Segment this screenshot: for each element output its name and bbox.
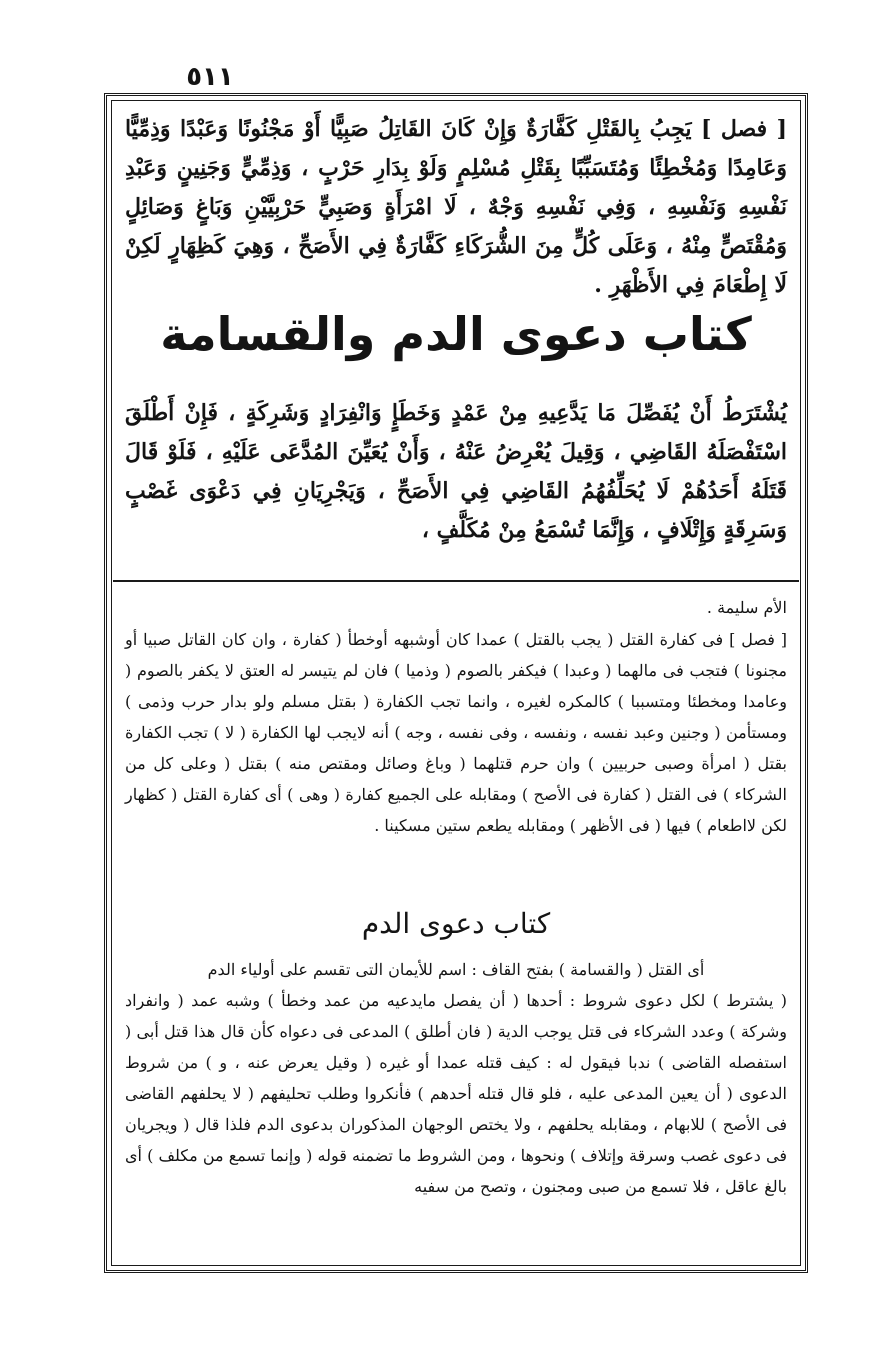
sharh-kitab-paragraph [125,954,787,1202]
sharh-kitab-text: ( يشترط ) لكل دعوى شروط : أحدها ( أن يفصل مايدعيه من عمد وخطأ ) وشبه عمد ( وانفراد وشركة ) وعدد الشركاء فى قتل يوجب الدية ( فان أطلق ) المدعى فى دعواه كأن قال هذا قتل أبى ( استفصله القاضى ) ندبا فيقول له : كيف قتله عمدا أو غيره ( وقيل يعرض عنه ، و ) من شروط الدعوى ( أن يعين المدعى عليه ، فلو قال قتله أحدهم ) فأنكروا وطلب تحليفهم ( لا يحلفهم القاضى فى الأصح ) للابهام ، ومقابله يحلفهم ، ولا يختص الوجهان المذكوران بدعوى الدم فلذا قال ( ويجريان فى دعوى غصب وسرقة وإتلاف ) ونحوها ، ومن الشروط ما تضمنه قوله ( وإنما تسمع من مكلف ) أى بالغ عاقل ، فلا تسمع من صبى ومجنون ، وتصح من سفيه [125,991,787,1196]
sharh-qasama-line: أى القتل ( والقسامة ) بفتح القاف : اسم للأيمان التى تقسم على أولياء الدم [207,960,705,979]
matn-kitab-title: كتاب دعوى الدم والقسامة [160,307,752,361]
sharh-fasl-text: [ فصل ] فى كفارة القتل ( يجب بالقتل ) عمدا كان أوشبهه أوخطأ ( كفارة ، وان كان القاتل صبيا أو مجنونا ) فتجب فى مالهما ( وعبدا ) فيكفر بالصوم ( وذميا ) فان لم يتيسر له العتق لا يكفر بالصوم ( وعامدا ومخطئا ومتسببا ) كالمكره لغيره ، وانما تجب الكفارة ( بقتل مسلم ولو بدار حرب وذمى ) ومستأمن ( وجنين وعبد نفسه ، ونفسه ، وفى نفسه ، وجه ) أنه لايجب لها الكفارة ( لا ) تجب الكفارة بقتل ( امرأة وصبى حربيين ) وان حرم قتلهما ( وباغ وصائل ومقتص منه ) بقتل ( وعلى كل من الشركاء ) فى القتل ( كفارة فى الأصح ) ومقابله على الجميع كفارة ( وهى ) أى كفارة القتل ( كظهار لكن لااطعام ) فيها ( فى الأظهر ) ومقابله يطعم ستين مسكينا . [125,630,788,835]
sharh-fasl-paragraph [125,624,787,841]
matn-kitab-paragraph [125,394,787,550]
sharh-intro [125,592,787,623]
sharh-kitab-title: كتاب دعوى الدم [361,907,551,940]
page-frame [104,93,808,1273]
matn-kitab-text: يُشْتَرَطُ أَنْ يُفَصِّلَ مَا يَدَّعِيهِ مِنْ عَمْدٍ وَخَطَإٍ وَانْفِرَادٍ وَشَرِكَةٍ ، فَإِنْ أَطْلَقَ اسْتَفْصَلَهُ القَاضِي ، وَقِيلَ يُعْرِضُ عَنْهُ ، وَأَنْ يُعَيِّنَ المُدَّعَى عَلَيْهِ ، فَلَوْ قَالَ قَتَلَهُ أَحَدُهُمْ لَا يُحَلِّفُهُمُ القَاضِي فِي الأَصَحِّ ، وَيَجْرِيَانِ فِي دَعْوَى غَصْبٍ وَسَرِقَةٍ وَإِتْلَافٍ ، وَإِنَّمَا تُسْمَعُ مِنْ مُكَلَّفٍ ، [125,400,787,543]
matn-fasl-text: [ فصل ] يَجِبُ بِالقَتْلِ كَفَّارَةٌ وَإِنْ كَانَ القَاتِلُ صَبِيًّا أَوْ مَجْنُونًا وَعَبْدًا وَذِمِّيًّا وَعَامِدًا وَمُخْطِئًا وَمُتَسَبِّبًا بِقَتْلِ مُسْلِمٍ وَلَوْ بِدَارِ حَرْبٍ ، وَذِمِّيٍّ وَجَنِينٍ وَعَبْدِ نَفْسِهِ وَنَفْسِهِ ، وَفِي نَفْسِهِ وَجْهٌ ، لَا امْرَأَةٍ وَصَبِيٍّ حَرْبِيَّيْنِ وَبَاغٍ وَصَائِلٍ وَمُقْتَصٍّ مِنْهُ ، وَعَلَى كُلٍّ مِنَ الشُّرَكَاءِ كَفَّارَةٌ فِي الأَصَحِّ ، وَهِيَ كَظِهَارٍ لَكِنْ لَا إِطْعَامَ فِي الأَظْهَرِ . [125,116,787,298]
sharh-intro-line: الأم سليمة . [706,598,787,617]
matn-fasl-paragraph [125,110,787,305]
section-divider [113,580,799,582]
page-number: ٥١١ [186,62,234,92]
